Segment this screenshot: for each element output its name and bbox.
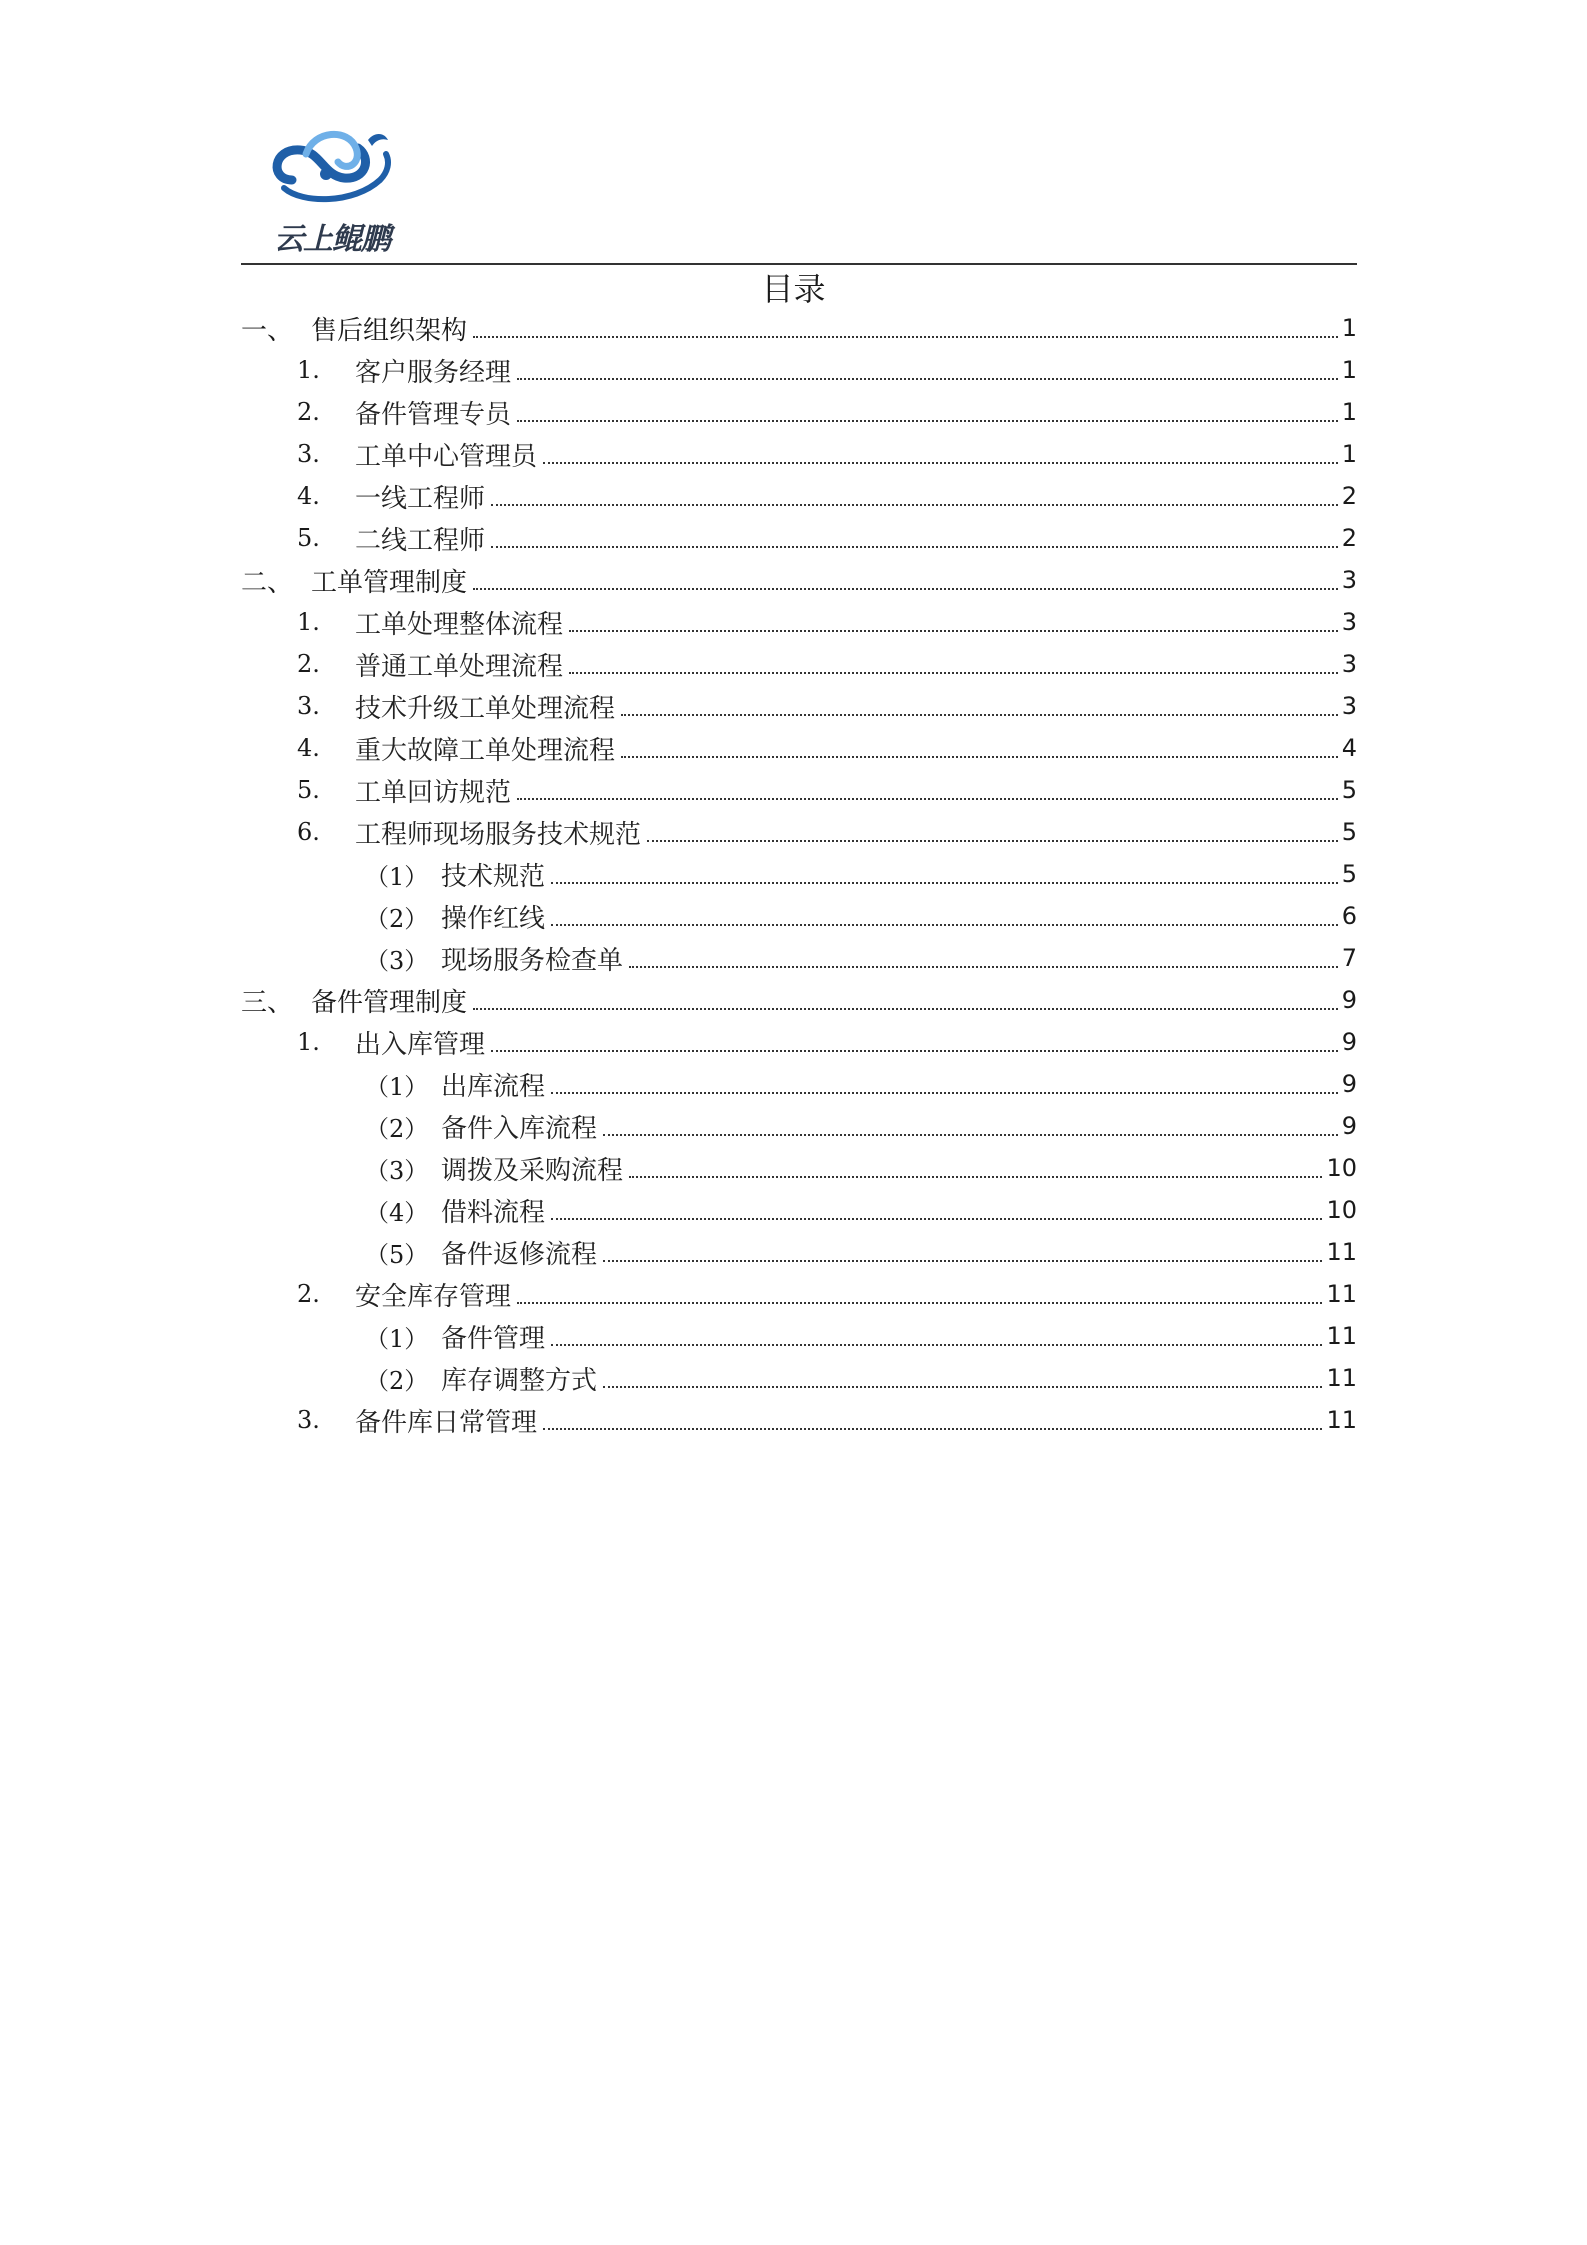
toc-entry-label: 备件管理 bbox=[441, 1323, 546, 1354]
toc-dot-leader bbox=[543, 1428, 1322, 1430]
toc-dot-leader bbox=[629, 966, 1338, 968]
toc-entry-page-number: 2 bbox=[1341, 524, 1357, 552]
toc-dot-leader bbox=[621, 756, 1338, 758]
toc-entry-level-3[interactable] bbox=[241, 937, 1357, 979]
toc-dot-leader bbox=[603, 1134, 1338, 1136]
table-of-contents bbox=[241, 307, 1357, 1441]
toc-entry-number: 3. bbox=[297, 440, 320, 468]
toc-entry-level-2[interactable] bbox=[241, 769, 1357, 811]
toc-entry-page-number: 9 bbox=[1341, 1112, 1357, 1140]
toc-dot-leader bbox=[647, 840, 1338, 842]
toc-entry-level-2[interactable] bbox=[241, 811, 1357, 853]
toc-entry-number: 1. bbox=[297, 356, 320, 384]
toc-dot-leader bbox=[491, 546, 1338, 548]
toc-entry-page-number: 9 bbox=[1341, 1028, 1357, 1056]
toc-entry-page-number: 9 bbox=[1341, 1070, 1357, 1098]
toc-entry-number: 一、 bbox=[241, 315, 294, 346]
toc-dot-leader bbox=[551, 882, 1338, 884]
toc-entry-page-number: 9 bbox=[1341, 986, 1357, 1014]
toc-title: 目录 bbox=[761, 270, 826, 308]
toc-entry-label: 二线工程师 bbox=[355, 525, 486, 556]
toc-dot-leader bbox=[517, 1302, 1322, 1304]
toc-entry-label: 工单管理制度 bbox=[311, 567, 468, 598]
toc-entry-page-number: 11 bbox=[1326, 1280, 1357, 1308]
toc-entry-page-number: 10 bbox=[1326, 1154, 1357, 1182]
toc-dot-leader bbox=[473, 336, 1338, 338]
toc-dot-leader bbox=[551, 1344, 1322, 1346]
toc-dot-leader bbox=[551, 924, 1338, 926]
toc-dot-leader bbox=[543, 462, 1338, 464]
toc-entry-level-3[interactable] bbox=[241, 1105, 1357, 1147]
toc-dot-leader bbox=[473, 1008, 1338, 1010]
toc-entry-label: 工单中心管理员 bbox=[355, 441, 538, 472]
toc-entry-number: 4. bbox=[297, 734, 320, 762]
toc-entry-label: 一线工程师 bbox=[355, 483, 486, 514]
toc-dot-leader bbox=[569, 672, 1338, 674]
toc-entry-page-number: 3 bbox=[1341, 608, 1357, 636]
toc-entry-level-3[interactable] bbox=[241, 1231, 1357, 1273]
toc-entry-level-3[interactable] bbox=[241, 1357, 1357, 1399]
toc-entry-number: （2） bbox=[365, 904, 429, 933]
toc-entry-page-number: 10 bbox=[1326, 1196, 1357, 1224]
toc-entry-number: 5. bbox=[297, 524, 320, 552]
toc-entry-level-2[interactable] bbox=[241, 601, 1357, 643]
toc-entry-level-3[interactable] bbox=[241, 1063, 1357, 1105]
toc-entry-level-1[interactable] bbox=[241, 979, 1357, 1021]
toc-entry-number: 2. bbox=[297, 650, 320, 678]
toc-dot-leader bbox=[491, 1050, 1338, 1052]
toc-entry-label: 安全库存管理 bbox=[355, 1281, 512, 1312]
toc-entry-page-number: 3 bbox=[1341, 566, 1357, 594]
toc-entry-level-3[interactable] bbox=[241, 1189, 1357, 1231]
toc-entry-page-number: 4 bbox=[1341, 734, 1357, 762]
toc-entry-page-number: 6 bbox=[1341, 902, 1357, 930]
toc-entry-label: 调拨及采购流程 bbox=[441, 1155, 624, 1186]
toc-dot-leader bbox=[629, 1176, 1322, 1178]
toc-entry-number: （3） bbox=[365, 1156, 429, 1185]
toc-entry-label: 库存调整方式 bbox=[441, 1365, 598, 1396]
toc-entry-page-number: 5 bbox=[1341, 776, 1357, 804]
toc-entry-level-2[interactable] bbox=[241, 643, 1357, 685]
toc-entry-page-number: 7 bbox=[1341, 944, 1357, 972]
toc-entry-level-3[interactable] bbox=[241, 853, 1357, 895]
toc-entry-number: （5） bbox=[365, 1240, 429, 1269]
toc-entry-number: 2. bbox=[297, 398, 320, 426]
toc-entry-level-2[interactable] bbox=[241, 391, 1357, 433]
toc-entry-label: 客户服务经理 bbox=[355, 357, 512, 388]
toc-entry-page-number: 11 bbox=[1326, 1238, 1357, 1266]
toc-entry-level-2[interactable] bbox=[241, 727, 1357, 769]
toc-entry-page-number: 5 bbox=[1341, 818, 1357, 846]
toc-entry-label: 售后组织架构 bbox=[311, 315, 468, 346]
toc-entry-level-2[interactable] bbox=[241, 433, 1357, 475]
toc-entry-number: （1） bbox=[365, 862, 429, 891]
toc-entry-number: （1） bbox=[365, 1324, 429, 1353]
toc-entry-page-number: 1 bbox=[1341, 314, 1357, 342]
toc-entry-level-3[interactable] bbox=[241, 895, 1357, 937]
toc-entry-number: 6. bbox=[297, 818, 320, 846]
toc-entry-label: 借料流程 bbox=[441, 1197, 546, 1228]
toc-entry-number: 3. bbox=[297, 692, 320, 720]
toc-entry-label: 工单回访规范 bbox=[355, 777, 512, 808]
toc-dot-leader bbox=[517, 798, 1338, 800]
toc-entry-page-number: 11 bbox=[1326, 1322, 1357, 1350]
toc-entry-number: 三、 bbox=[241, 987, 294, 1018]
toc-entry-level-2[interactable] bbox=[241, 685, 1357, 727]
toc-entry-page-number: 11 bbox=[1326, 1406, 1357, 1434]
toc-entry-number: 1. bbox=[297, 608, 320, 636]
toc-dot-leader bbox=[491, 504, 1338, 506]
cloud-swirl-logo-icon bbox=[262, 118, 412, 218]
toc-entry-level-2[interactable] bbox=[241, 1273, 1357, 1315]
toc-entry-level-2[interactable] bbox=[241, 475, 1357, 517]
toc-entry-level-1[interactable] bbox=[241, 559, 1357, 601]
toc-entry-label: 备件管理制度 bbox=[311, 987, 468, 1018]
toc-entry-label: 普通工单处理流程 bbox=[355, 651, 564, 682]
toc-dot-leader bbox=[569, 630, 1338, 632]
toc-entry-page-number: 1 bbox=[1341, 356, 1357, 384]
toc-entry-label: 工程师现场服务技术规范 bbox=[355, 819, 642, 850]
toc-entry-number: 二、 bbox=[241, 567, 294, 598]
toc-entry-level-2[interactable] bbox=[241, 1399, 1357, 1441]
toc-dot-leader bbox=[621, 714, 1338, 716]
toc-entry-label: 备件库日常管理 bbox=[355, 1407, 538, 1438]
toc-entry-page-number: 11 bbox=[1326, 1364, 1357, 1392]
toc-entry-label: 出库流程 bbox=[441, 1071, 546, 1102]
toc-entry-number: 4. bbox=[297, 482, 320, 510]
toc-entry-number: （3） bbox=[365, 946, 429, 975]
toc-entry-level-3[interactable] bbox=[241, 1315, 1357, 1357]
toc-entry-label: 工单处理整体流程 bbox=[355, 609, 564, 640]
toc-entry-level-2[interactable] bbox=[241, 1021, 1357, 1063]
toc-entry-label: 现场服务检查单 bbox=[441, 945, 624, 976]
toc-entry-number: 1. bbox=[297, 1028, 320, 1056]
toc-entry-number: （1） bbox=[365, 1072, 429, 1101]
logo-wordmark: 云上鲲鹏 bbox=[274, 222, 390, 257]
toc-entry-label: 重大故障工单处理流程 bbox=[355, 735, 616, 766]
toc-entry-number: 5. bbox=[297, 776, 320, 804]
toc-entry-level-3[interactable] bbox=[241, 1147, 1357, 1189]
toc-dot-leader bbox=[603, 1260, 1322, 1262]
toc-dot-leader bbox=[517, 378, 1338, 380]
toc-entry-label: 出入库管理 bbox=[355, 1029, 486, 1060]
toc-entry-page-number: 3 bbox=[1341, 650, 1357, 678]
toc-entry-level-2[interactable] bbox=[241, 349, 1357, 391]
toc-entry-number: （4） bbox=[365, 1198, 429, 1227]
toc-entry-number: （2） bbox=[365, 1366, 429, 1395]
toc-dot-leader bbox=[517, 420, 1338, 422]
toc-entry-label: 操作红线 bbox=[441, 903, 546, 934]
toc-dot-leader bbox=[603, 1386, 1322, 1388]
toc-entry-page-number: 2 bbox=[1341, 482, 1357, 510]
toc-entry-label: 技术升级工单处理流程 bbox=[355, 693, 616, 724]
toc-dot-leader bbox=[551, 1092, 1338, 1094]
toc-entry-page-number: 5 bbox=[1341, 860, 1357, 888]
toc-entry-page-number: 1 bbox=[1341, 398, 1357, 426]
toc-dot-leader bbox=[473, 588, 1338, 590]
toc-entry-page-number: 1 bbox=[1341, 440, 1357, 468]
toc-entry-level-2[interactable] bbox=[241, 517, 1357, 559]
toc-entry-page-number: 3 bbox=[1341, 692, 1357, 720]
toc-entry-label: 技术规范 bbox=[441, 861, 546, 892]
toc-entry-label: 备件管理专员 bbox=[355, 399, 512, 430]
toc-entry-level-1[interactable] bbox=[241, 307, 1357, 349]
toc-entry-label: 备件入库流程 bbox=[441, 1113, 598, 1144]
toc-entry-number: （2） bbox=[365, 1114, 429, 1143]
toc-entry-label: 备件返修流程 bbox=[441, 1239, 598, 1270]
toc-dot-leader bbox=[551, 1218, 1322, 1220]
toc-entry-number: 2. bbox=[297, 1280, 320, 1308]
toc-entry-number: 3. bbox=[297, 1406, 320, 1434]
